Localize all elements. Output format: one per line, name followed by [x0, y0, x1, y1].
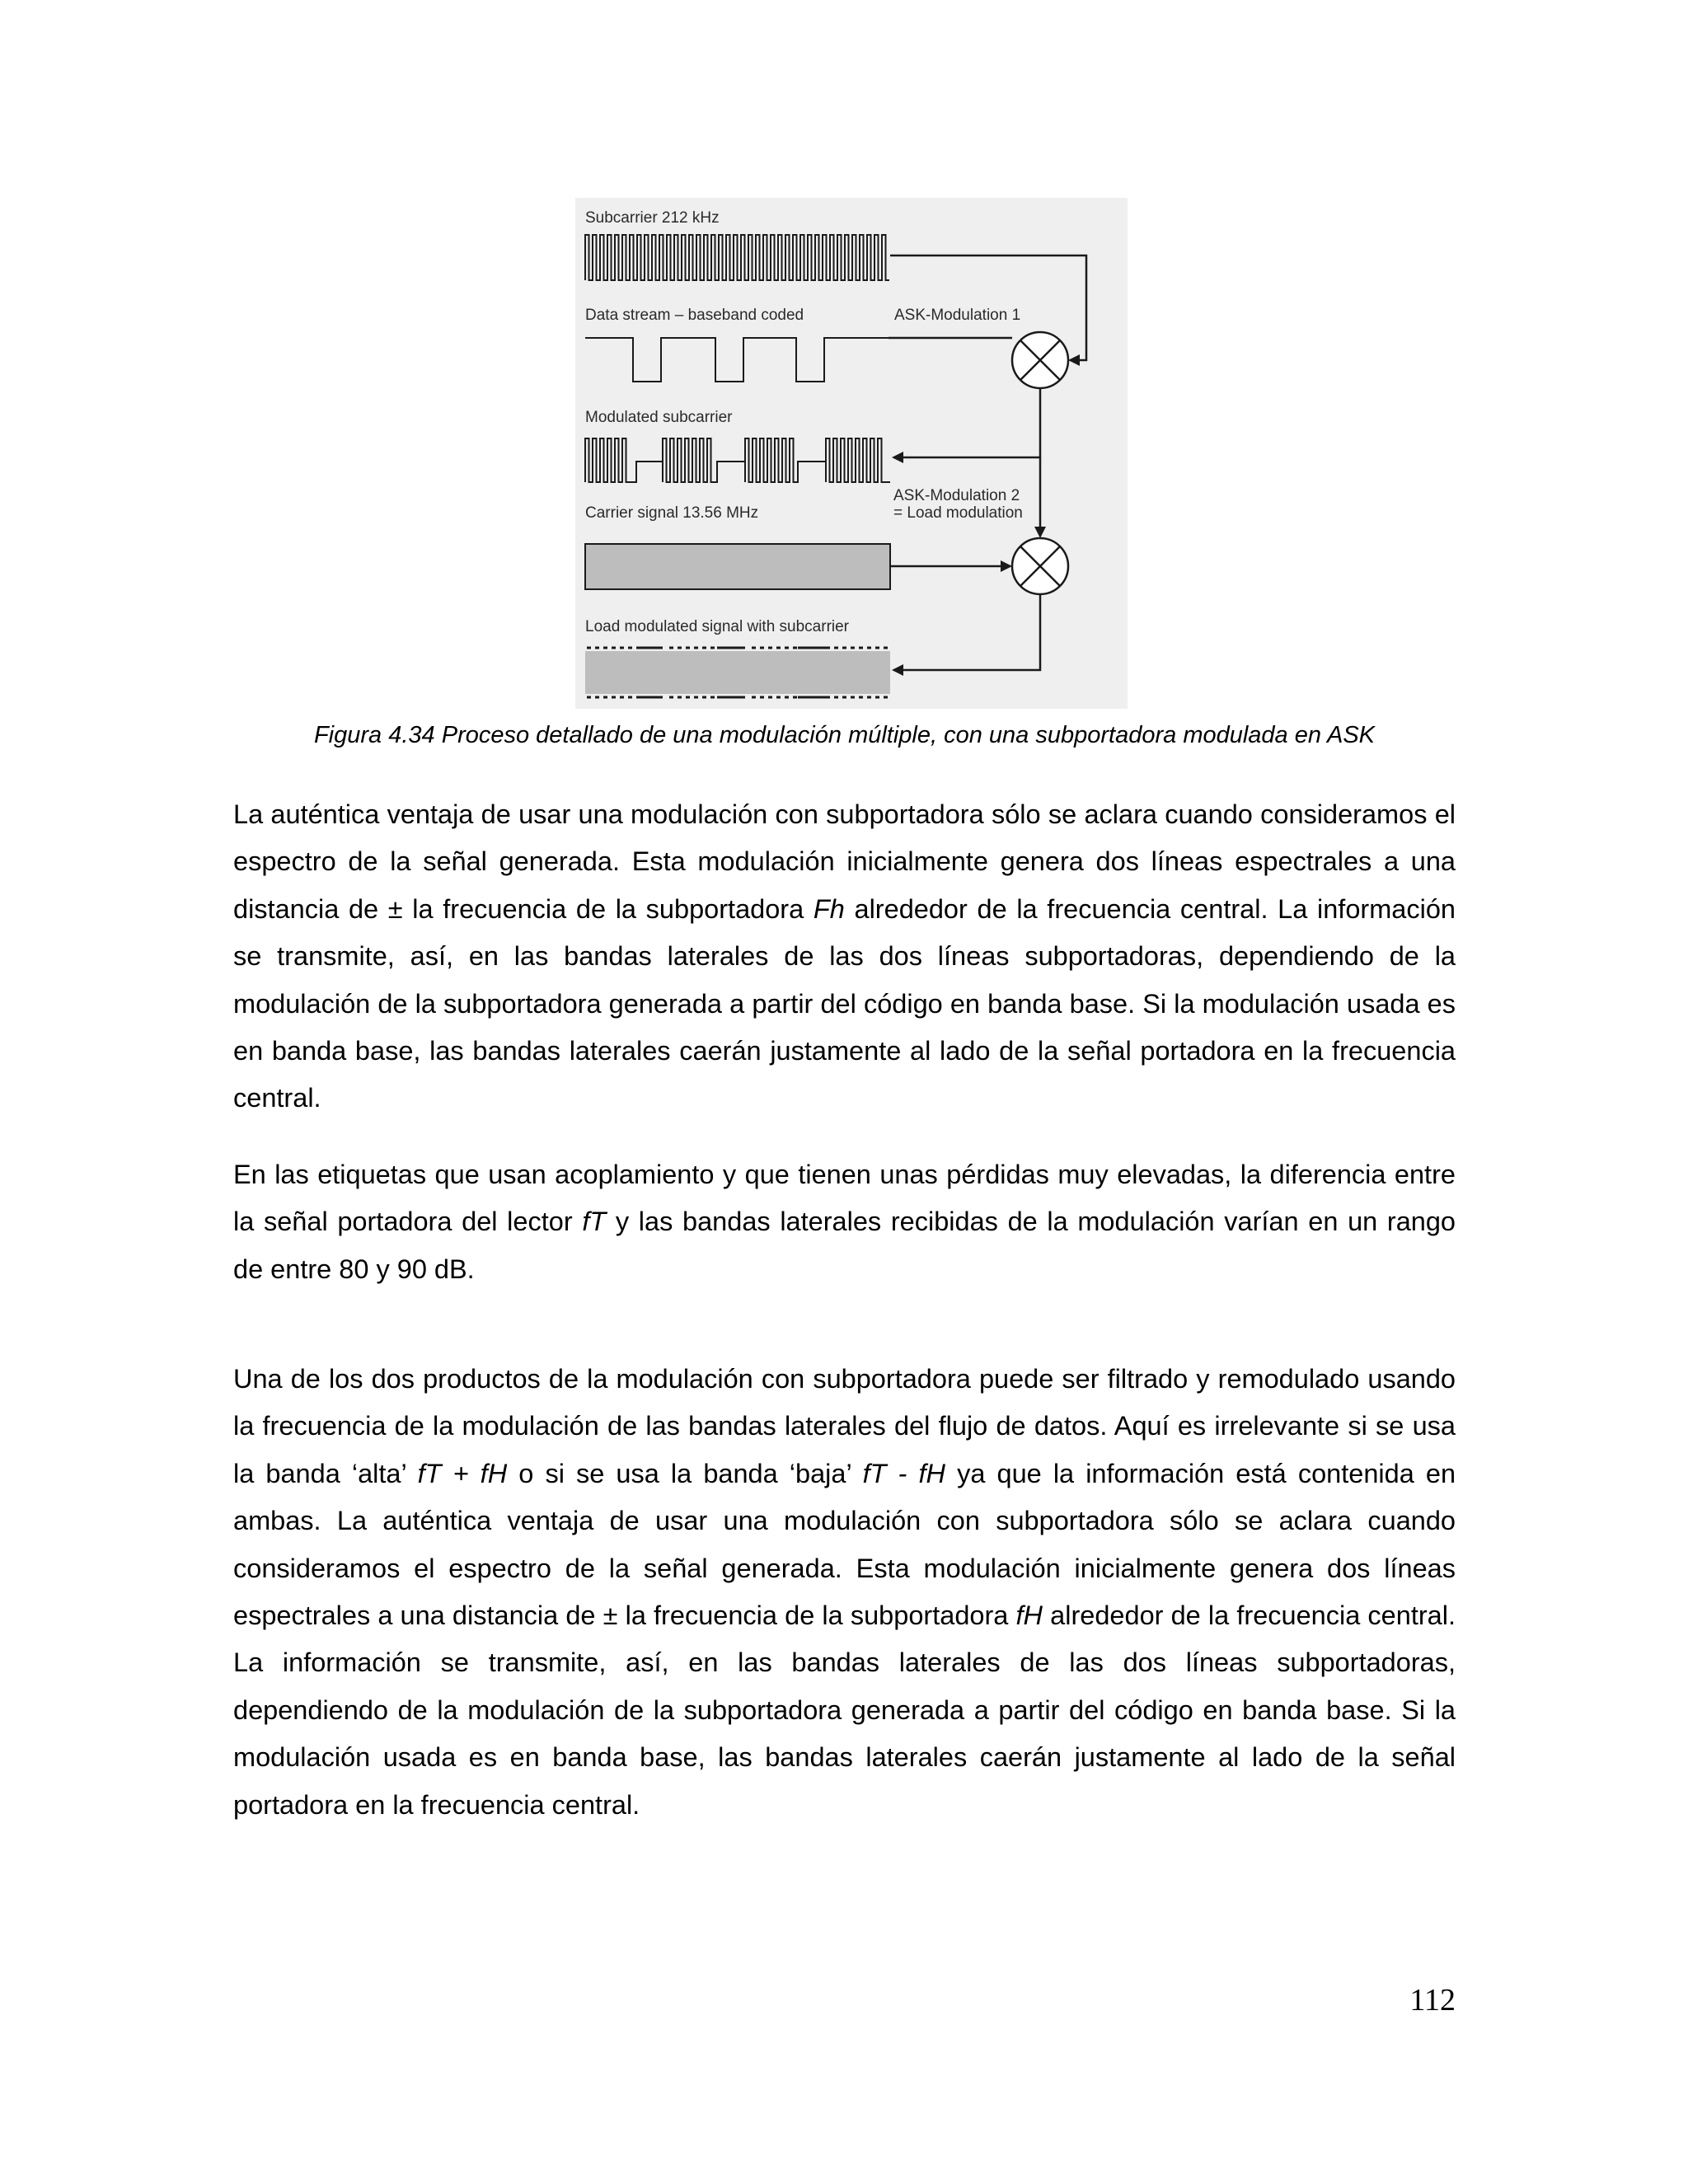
paragraph-3-text-d: alrededor de la frecuencia central. La información se transmite, así, en las bandas laterales de las dos líneas subportadoras, dependiendo de la modulación de la subportadora generada a partir del código en banda base. Si la modulación usada es en banda base, las bandas laterales caerán justamente al lado de la señal portadora en la frecuencia central.: [233, 1601, 1456, 1820]
paragraph-3-text-b: o si se usa la banda ‘baja’: [507, 1458, 863, 1488]
label-ask-mod-2-line1: ASK-Modulation 2: [893, 487, 1020, 504]
paragraph-1-text-b: alrededor de la frecuencia central. La información se transmite, así, en las bandas laterales de las dos líneas subportadoras, dependiendo de la modulación de la subportadora generada a partir del código en banda base. Si la modulación usada es en banda base, las bandas laterales caerán justamente al lado de la señal portadora en la frecuencia central.: [233, 893, 1456, 1113]
load-modulated-signal: [585, 648, 890, 697]
label-subcarrier: Subcarrier 212 kHz: [585, 209, 720, 227]
paragraph-2: [233, 1151, 1456, 1293]
modulation-diagram: [575, 198, 1128, 709]
mixer-1-icon: [1012, 332, 1068, 388]
label-modulated-subcarrier: Modulated subcarrier: [585, 409, 733, 426]
modulation-figure: [575, 198, 1128, 709]
paragraph-3-text-a: Una de los dos productos de la modulación con subportadora puede ser filtrado y remodulado usando la frecuencia de la modulación de las bandas laterales del flujo de datos. Aquí es irrelevante si se usa la banda ‘alta’: [233, 1364, 1456, 1488]
label-ask-mod-1: ASK-Modulation 1: [894, 307, 1021, 324]
page-number: 112: [1409, 1983, 1456, 2018]
paragraph-2-text-a: En las etiquetas que usan acoplamiento y que tienen unas pérdidas muy elevadas, la diferencia entre la señal portadora del lector: [233, 1160, 1456, 1237]
paragraph-3-variable-subcarrier: fH: [1015, 1601, 1043, 1631]
paragraph-2-text-b: y las bandas laterales recibidas de la modulación varían en un rango de entre 80 y 90 dB.: [233, 1207, 1456, 1284]
figure-caption: Figura 4.34 Proceso detallado de una modulación múltiple, con una subportadora modulada en ASK: [313, 722, 1376, 748]
label-ask-mod-2-line2: = Load modulation: [893, 504, 1023, 522]
label-carrier: Carrier signal 13.56 MHz: [585, 504, 759, 522]
paragraph-1-text-a: La auténtica ventaja de usar una modulación con subportadora sólo se aclara cuando consideramos el espectro de la señal generada. Esta modulación inicialmente genera dos líneas espectrales a una distancia de ± la frecuencia de la subportadora: [233, 799, 1456, 924]
paragraph-3: [233, 1356, 1456, 1829]
label-load-modulated: Load modulated signal with subcarrier: [585, 618, 850, 635]
paragraph-3-variable-high-band: fT + fH: [417, 1458, 508, 1488]
paragraph-1: [233, 791, 1456, 1122]
paragraph-3-text-c: ya que la información está contenida en ambas. La auténtica ventaja de usar una modulación con subportadora sólo se aclara cuando consideramos el espectro de la señal generada. Esta modulación inicialmente genera dos líneas espectrales a una distancia de ± la frecuencia de la subportadora: [233, 1458, 1456, 1631]
paragraph-3-variable-low-band: fT - fH: [862, 1458, 945, 1488]
label-data-stream: Data stream – baseband coded: [585, 307, 804, 324]
paragraph-1-variable: Fh: [813, 893, 845, 924]
mixer-2-icon: [1012, 538, 1068, 594]
carrier-signal-block: [585, 544, 890, 589]
paragraph-2-variable: fT: [582, 1207, 607, 1237]
